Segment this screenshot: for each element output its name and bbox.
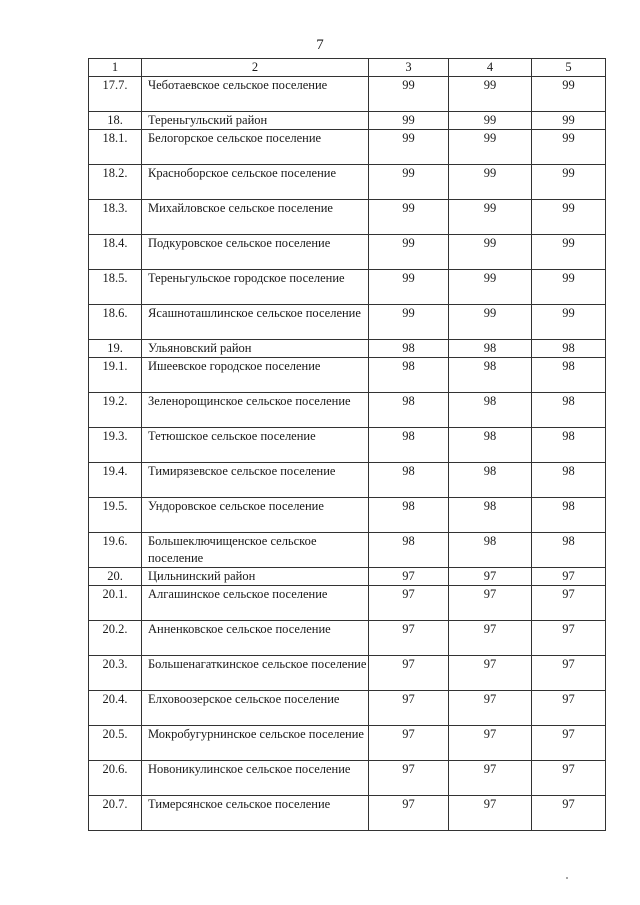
row-value-col-4: 97 xyxy=(449,796,532,831)
row-number: 18.1. xyxy=(89,130,142,165)
page-number: 7 xyxy=(316,37,324,53)
table-row xyxy=(89,463,606,498)
table-header-row xyxy=(89,59,606,77)
row-name: Алгашинское сельское поселение xyxy=(142,586,369,621)
header-col-3: 3 xyxy=(369,59,449,77)
row-value-col-4: 97 xyxy=(449,568,532,586)
row-number: 18.3. xyxy=(89,200,142,235)
row-number: 20.5. xyxy=(89,726,142,761)
table-row xyxy=(89,533,606,568)
row-value-col-5: 98 xyxy=(532,463,606,498)
row-value-col-3: 99 xyxy=(369,130,449,165)
row-name: Ульяновский район xyxy=(142,340,369,358)
row-name: Мокробугурнинское сельское поселение xyxy=(142,726,369,761)
row-number: 19. xyxy=(89,340,142,358)
row-value-col-4: 99 xyxy=(449,112,532,130)
row-value-col-5: 97 xyxy=(532,796,606,831)
row-value-col-4: 98 xyxy=(449,340,532,358)
header-col-5: 5 xyxy=(532,59,606,77)
row-value-col-4: 97 xyxy=(449,691,532,726)
row-value-col-3: 98 xyxy=(369,358,449,393)
row-number: 20.1. xyxy=(89,586,142,621)
row-value-col-5: 98 xyxy=(532,533,606,568)
row-name: Тимерсянское сельское поселение xyxy=(142,796,369,831)
row-value-col-5: 98 xyxy=(532,358,606,393)
row-value-col-3: 99 xyxy=(369,235,449,270)
row-value-col-4: 97 xyxy=(449,726,532,761)
table-row xyxy=(89,656,606,691)
row-name: Анненковское сельское поселение xyxy=(142,621,369,656)
row-number: 19.3. xyxy=(89,428,142,463)
row-number: 18.5. xyxy=(89,270,142,305)
row-value-col-3: 98 xyxy=(369,428,449,463)
row-number: 18.4. xyxy=(89,235,142,270)
row-value-col-4: 97 xyxy=(449,761,532,796)
row-name: Большеключищенское сельское поселение xyxy=(142,533,369,568)
row-name: Большенагаткинское сельское поселение xyxy=(142,656,369,691)
row-name: Новоникулинское сельское поселение xyxy=(142,761,369,796)
row-value-col-4: 98 xyxy=(449,358,532,393)
row-number: 18.6. xyxy=(89,305,142,340)
row-value-col-5: 99 xyxy=(532,165,606,200)
row-number: 20.2. xyxy=(89,621,142,656)
table-row xyxy=(89,305,606,340)
row-value-col-3: 99 xyxy=(369,305,449,340)
row-name: Подкуровское сельское поселение xyxy=(142,235,369,270)
row-value-col-4: 97 xyxy=(449,656,532,691)
table-row xyxy=(89,428,606,463)
table-row xyxy=(89,586,606,621)
row-value-col-4: 98 xyxy=(449,533,532,568)
scan-speck xyxy=(566,877,568,879)
data-table xyxy=(88,58,606,831)
row-value-col-5: 98 xyxy=(532,428,606,463)
row-value-col-3: 98 xyxy=(369,340,449,358)
row-name: Ундоровское сельское поселение xyxy=(142,498,369,533)
row-value-col-5: 98 xyxy=(532,498,606,533)
row-name: Чеботаевское сельское поселение xyxy=(142,77,369,112)
row-value-col-4: 99 xyxy=(449,130,532,165)
row-value-col-5: 99 xyxy=(532,200,606,235)
row-value-col-4: 98 xyxy=(449,393,532,428)
row-value-col-4: 99 xyxy=(449,165,532,200)
row-value-col-3: 97 xyxy=(369,586,449,621)
row-value-col-4: 99 xyxy=(449,77,532,112)
row-name: Михайловское сельское поселение xyxy=(142,200,369,235)
row-value-col-5: 99 xyxy=(532,270,606,305)
row-value-col-4: 99 xyxy=(449,305,532,340)
row-number: 19.1. xyxy=(89,358,142,393)
row-value-col-5: 98 xyxy=(532,393,606,428)
header-col-1: 1 xyxy=(89,59,142,77)
row-value-col-4: 98 xyxy=(449,498,532,533)
row-value-col-3: 98 xyxy=(369,463,449,498)
table-row xyxy=(89,200,606,235)
row-number: 19.5. xyxy=(89,498,142,533)
row-value-col-4: 99 xyxy=(449,200,532,235)
table-row xyxy=(89,270,606,305)
row-name: Зеленорощинское сельское поселение xyxy=(142,393,369,428)
row-value-col-3: 99 xyxy=(369,112,449,130)
row-value-col-3: 97 xyxy=(369,568,449,586)
row-value-col-3: 99 xyxy=(369,77,449,112)
row-value-col-5: 97 xyxy=(532,568,606,586)
row-number: 20.6. xyxy=(89,761,142,796)
row-number: 20. xyxy=(89,568,142,586)
row-value-col-3: 97 xyxy=(369,796,449,831)
table-row xyxy=(89,340,606,358)
row-name: Тереньгульский район xyxy=(142,112,369,130)
row-value-col-3: 98 xyxy=(369,498,449,533)
row-value-col-3: 97 xyxy=(369,621,449,656)
row-value-col-5: 97 xyxy=(532,761,606,796)
table-body xyxy=(89,59,606,831)
header-col-2: 2 xyxy=(142,59,369,77)
row-name: Белогорское сельское поселение xyxy=(142,130,369,165)
row-value-col-4: 99 xyxy=(449,270,532,305)
row-number: 20.3. xyxy=(89,656,142,691)
row-number: 18. xyxy=(89,112,142,130)
table-row xyxy=(89,796,606,831)
row-value-col-4: 99 xyxy=(449,235,532,270)
table-row xyxy=(89,112,606,130)
table-row xyxy=(89,621,606,656)
row-name: Ишеевское городское поселение xyxy=(142,358,369,393)
row-value-col-5: 97 xyxy=(532,726,606,761)
row-value-col-4: 98 xyxy=(449,463,532,498)
row-value-col-5: 97 xyxy=(532,621,606,656)
row-number: 20.4. xyxy=(89,691,142,726)
row-name: Ясашноташлинское сельское поселение xyxy=(142,305,369,340)
row-name: Тимирязевское сельское поселение xyxy=(142,463,369,498)
table-row xyxy=(89,761,606,796)
row-value-col-3: 99 xyxy=(369,165,449,200)
row-value-col-5: 97 xyxy=(532,691,606,726)
table-row xyxy=(89,568,606,586)
row-value-col-3: 99 xyxy=(369,200,449,235)
row-value-col-3: 98 xyxy=(369,533,449,568)
row-value-col-4: 98 xyxy=(449,428,532,463)
row-name: Цильнинский район xyxy=(142,568,369,586)
row-value-col-3: 97 xyxy=(369,761,449,796)
row-value-col-5: 99 xyxy=(532,130,606,165)
row-value-col-5: 98 xyxy=(532,340,606,358)
row-number: 19.4. xyxy=(89,463,142,498)
row-value-col-5: 99 xyxy=(532,77,606,112)
table-row xyxy=(89,498,606,533)
table-row xyxy=(89,393,606,428)
row-value-col-3: 99 xyxy=(369,270,449,305)
row-number: 19.2. xyxy=(89,393,142,428)
table-row xyxy=(89,691,606,726)
row-name: Красноборское сельское поселение xyxy=(142,165,369,200)
row-value-col-5: 97 xyxy=(532,656,606,691)
table-row xyxy=(89,77,606,112)
row-value-col-3: 97 xyxy=(369,691,449,726)
row-value-col-3: 98 xyxy=(369,393,449,428)
table-row xyxy=(89,358,606,393)
row-name: Тетюшское сельское поселение xyxy=(142,428,369,463)
row-value-col-3: 97 xyxy=(369,726,449,761)
table-row xyxy=(89,235,606,270)
row-name: Елховоозерское сельское поселение xyxy=(142,691,369,726)
header-col-4: 4 xyxy=(449,59,532,77)
table-row xyxy=(89,165,606,200)
row-number: 20.7. xyxy=(89,796,142,831)
row-value-col-5: 99 xyxy=(532,305,606,340)
row-name: Тереньгульское городское поселение xyxy=(142,270,369,305)
table-row xyxy=(89,726,606,761)
row-value-col-4: 97 xyxy=(449,621,532,656)
row-number: 17.7. xyxy=(89,77,142,112)
row-value-col-5: 99 xyxy=(532,235,606,270)
row-value-col-3: 97 xyxy=(369,656,449,691)
row-number: 18.2. xyxy=(89,165,142,200)
row-number: 19.6. xyxy=(89,533,142,568)
row-value-col-5: 97 xyxy=(532,586,606,621)
table-row xyxy=(89,130,606,165)
row-value-col-4: 97 xyxy=(449,586,532,621)
row-value-col-5: 99 xyxy=(532,112,606,130)
